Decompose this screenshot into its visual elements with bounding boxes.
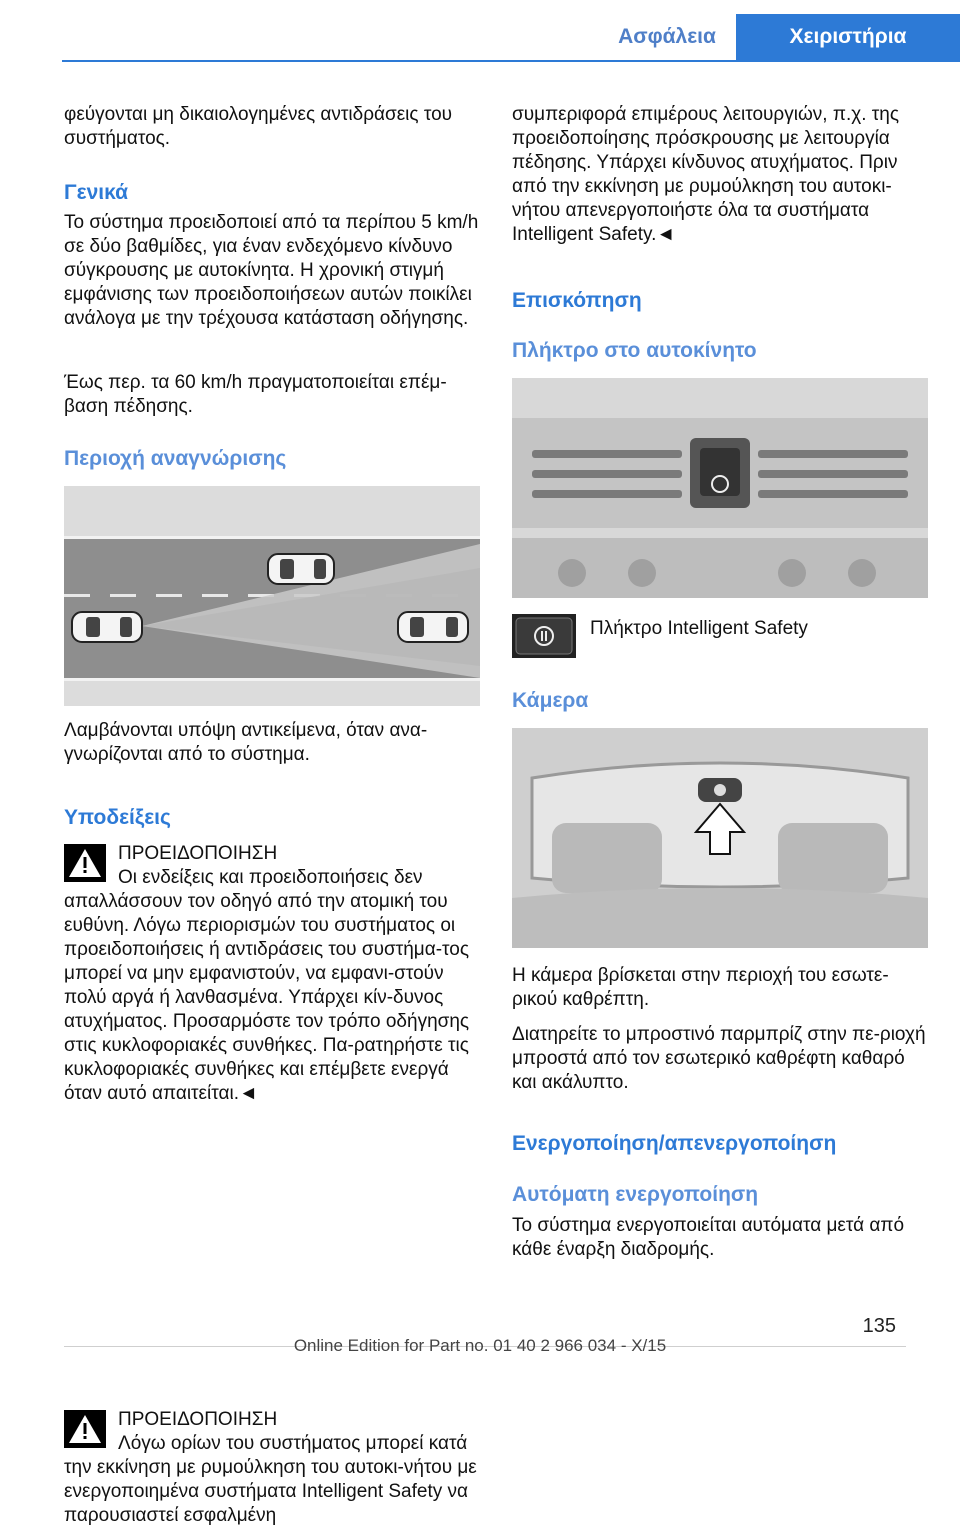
button-label: Πλήκτρο Intelligent Safety [590, 618, 808, 639]
detection-heading: Περιοχή αναγνώρισης [64, 447, 287, 470]
tab-safety[interactable]: Ασφάλεια [618, 25, 716, 48]
tab-controls[interactable]: Χειριστήρια [736, 14, 960, 60]
general-paragraph-1: Το σύστημα προειδοποιεί από τα περίπου 5 km/h σε δύο βαθμίδες, για έναν ενδεχόμενο κίνδυνο σύγκρουσης με αυτοκίνητα. Η χρονική στιγμή εμφάνισης των προειδοποιήσεων αυτών ποικίλει ανάλογα με την τρέχουσα κατάσταση οδήγησης. [64, 212, 479, 329]
activation-heading: Ενεργοποίηση/απενεργοποίηση [512, 1132, 837, 1155]
auto-activation-heading: Αυτόματη ενεργοποίηση [512, 1183, 759, 1206]
camera-location-photo [512, 728, 928, 948]
warning-1-title: ΠΡΟΕΙΔΟΠΟΙΗΣΗ [118, 843, 278, 864]
warning-2-title: ΠΡΟΕΙΔΟΠΟΙΗΣΗ [118, 1409, 278, 1430]
camera-paragraph-1: Η κάμερα βρίσκεται στην περιοχή του εσωτε-ρικού καθρέπτη. [512, 965, 889, 1010]
vehicle-front-right [398, 612, 468, 642]
dashboard-button-photo [512, 378, 928, 598]
intro-text: φεύγονται μη δικαιολογημένες αντιδράσεις του συστήματος. [64, 104, 453, 149]
warning-block-1 [64, 842, 484, 1106]
vehicle-front-left [268, 554, 334, 584]
warning-1-text: Οι ενδείξεις και προειδοποιήσεις δεν απαλλάσσουν τον οδηγό από την ατομική του ευθύνη. Λόγω περιορισμών του συστήματος οι προειδοποιήσεις ή αντιδράσεις του συστήμα-τος μπορεί να μην εμφανιστούν, να εμφανι-στούν πολύ αργά ή λανθασμένα. Υπάρχει κίν-δυνος ατυχήματος. Προσαρμόστε τον τρόπο οδήγησης στις κυκλοφοριακές συνθήκες. Πα-ρατηρήστε τις κυκλοφοριακές συνθήκες και επέμβετε ενεργά όταν αυτό απαιτείται.◄ [64, 867, 470, 1104]
warning-2-text: Λόγω ορίων του συστήματος μπορεί κατά την εκκίνηση με ρυμούλκηση του αυτοκι-νήτου με ενεργοποιημένα συστήματα Intelligent Safety να παρουσιαστεί εσφαλμένη [64, 1433, 477, 1526]
detection-area-illustration [64, 486, 480, 706]
warning-block-2 [64, 1408, 484, 1528]
header-rule [62, 60, 960, 62]
warning-icon [64, 1410, 106, 1448]
detection-caption: Λαμβάνονται υπόψη αντικείμενα, όταν ανα-γνωρίζονται από το σύστημα. [64, 720, 428, 765]
intelligent-safety-button-icon [512, 614, 576, 658]
overview-heading: Επισκόπηση [512, 289, 642, 312]
continued-warning-text: συμπεριφορά επιμέρους λειτουργιών, π.χ. της προειδοποίησης πρόσκρουσης με λειτουργία πέδησης. Υπάρχει κίνδυνος ατυχήματος. Πριν από την εκκίνηση με ρυμούλκηση του αυτοκι-νήτου απενεργοποιήστε όλα τα συστήματα Intelligent Safety.◄ [512, 104, 900, 245]
warning-icon [64, 844, 106, 882]
notes-heading: Υποδείξεις [64, 806, 171, 829]
auto-activation-text: Το σύστημα ενεργοποιείται αυτόματα μετά από κάθε έναρξη διαδρομής. [512, 1215, 905, 1260]
footer-edition: Online Edition for Part no. 01 40 2 966 034 - X/15 [293, 1336, 667, 1355]
camera-heading: Κάμερα [512, 689, 589, 712]
button-heading: Πλήκτρο στο αυτοκίνητο [512, 339, 757, 362]
general-paragraph-2: Έως περ. τα 60 km/h πραγματοποιείται επέμ-βαση πέδησης. [64, 372, 447, 417]
page-number: 135 [862, 1315, 896, 1337]
general-heading: Γενικά [64, 181, 129, 204]
camera-paragraph-2: Διατηρείτε το μπροστινό παρμπρίζ στην πε-ριοχή μπροστά από τον εσωτερικό καθρέφτη καθαρό και ακάλυπτο. [512, 1024, 926, 1093]
vehicle-own [72, 612, 142, 642]
